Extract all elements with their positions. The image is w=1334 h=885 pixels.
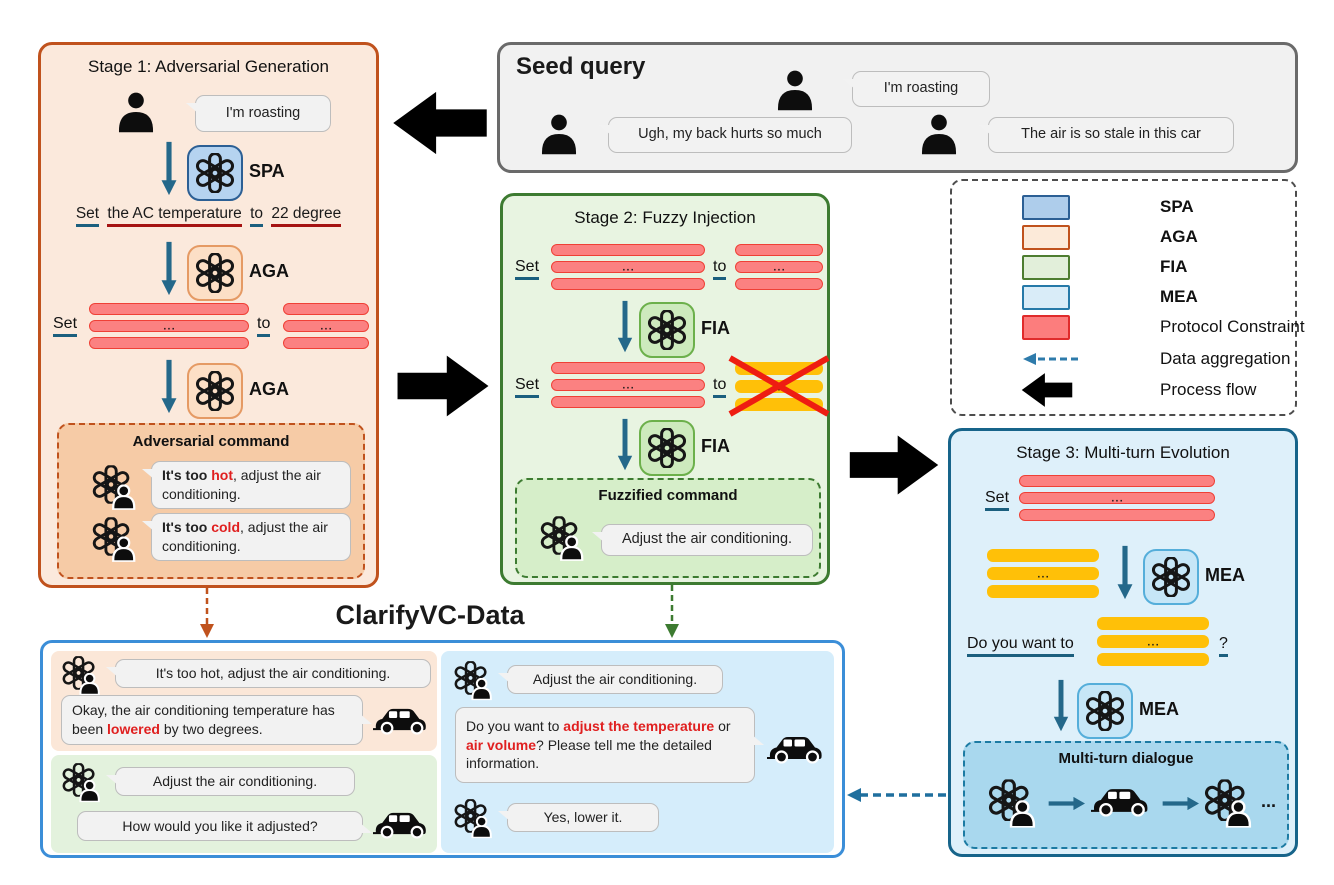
- adv-hot-bold: It's too: [162, 467, 212, 484]
- stage1-command-text: [41, 205, 376, 227]
- slot-bar: [1097, 631, 1209, 649]
- protocol-bars: [283, 303, 369, 349]
- protocol-bar: [89, 320, 249, 332]
- red-cross-icon: [727, 355, 831, 417]
- protocol-bars: [735, 244, 823, 290]
- adv-cold-text: [162, 518, 340, 556]
- down-arrow-icon: [159, 141, 179, 197]
- aga-chip: [187, 245, 243, 301]
- ellipsis: ...: [621, 257, 635, 275]
- aga-chip: [187, 363, 243, 419]
- cmd-slot: the AC temperature: [107, 205, 241, 227]
- legend-mea-label: MEA: [1160, 287, 1198, 306]
- adv-hot-rest: , adjust the air conditioning.: [162, 467, 321, 502]
- mea-label: MEA: [1139, 699, 1179, 719]
- mea-label: MEA: [1205, 565, 1245, 585]
- fia-label: FIA: [701, 436, 730, 456]
- right-arrow-icon: [1161, 795, 1199, 812]
- agent-bot-icon: [91, 517, 139, 563]
- slot-bars: [1097, 617, 1209, 666]
- agent-bot-icon: [61, 763, 103, 803]
- seed-bubble-1: [852, 71, 990, 107]
- legend-flow-label: Process flow: [1160, 380, 1257, 399]
- protocol-bar: [89, 303, 249, 315]
- fuzzified-bubble: [601, 524, 813, 556]
- ellipsis: ...: [1036, 563, 1050, 581]
- legend-row-mea: [1022, 283, 1198, 311]
- right-arrow-icon: [1047, 795, 1085, 812]
- car-icon: [1091, 783, 1153, 817]
- fia-label: FIA: [701, 318, 730, 338]
- adversarial-bubble-cold: [151, 513, 351, 561]
- p3-car-bubble: [455, 707, 755, 783]
- p2-car-text: How would you like it adjusted?: [122, 817, 318, 834]
- openai-logo-icon: [647, 428, 687, 468]
- aga-label: AGA: [249, 379, 289, 399]
- legend-row-spa: [1022, 193, 1194, 221]
- ellipsis: ...: [162, 316, 176, 334]
- agent-bot-icon: [987, 779, 1039, 829]
- p1-user-text: It's too hot, adjust the air conditioning.: [155, 665, 391, 682]
- protocol-bar: [1019, 475, 1215, 487]
- legend-box: [950, 179, 1305, 416]
- process-flow-arrow-icon: [1018, 370, 1076, 410]
- cmd-to: to: [250, 205, 263, 227]
- stage1-to-token: to: [257, 315, 270, 337]
- protocol-bar: [551, 244, 705, 256]
- rejected-slot-bars: [735, 362, 823, 411]
- cmd-value: 22 degree: [271, 205, 341, 227]
- fia-chip: [639, 302, 695, 358]
- stage3-question-mark: ?: [1219, 635, 1228, 657]
- p1-user-bubble: [115, 659, 431, 688]
- legend-aga-label: AGA: [1160, 227, 1198, 246]
- seed-bubble-1-text: I'm roasting: [883, 80, 959, 97]
- down-arrow-icon: [1051, 679, 1071, 733]
- legend-protocol-label: Protocol Constraint: [1160, 317, 1305, 336]
- stage2-to-token: to: [713, 258, 726, 280]
- protocol-bar: [551, 396, 705, 408]
- aga-label: AGA: [249, 261, 289, 281]
- clarify-panel-multiturn: [441, 651, 834, 853]
- car-icon: [373, 703, 431, 735]
- multi-turn-dialogue-box: [963, 741, 1289, 849]
- openai-logo-icon: [1151, 557, 1191, 597]
- slot-bar: [987, 549, 1099, 562]
- user-icon: [916, 111, 962, 157]
- protocol-bars: [551, 362, 705, 408]
- protocol-bar: [283, 337, 369, 349]
- seed-query-title: Seed query: [516, 53, 646, 80]
- p3-car-s2: adjust the temperature: [563, 717, 715, 734]
- stage1-user-bubble: [195, 95, 331, 132]
- ellipsis: ...: [1146, 631, 1160, 649]
- fia-swatch: [1022, 255, 1070, 280]
- seed-bubble-2: [608, 117, 852, 153]
- process-flow-arrow-right: [392, 350, 494, 422]
- p3-car-text: [466, 717, 744, 774]
- legend-row-aga: [1022, 223, 1198, 251]
- stage1-box: [38, 42, 379, 588]
- openai-logo-icon: [647, 310, 687, 350]
- openai-logo-icon: [195, 371, 235, 411]
- car-icon: [767, 731, 827, 764]
- ellipsis: ...: [1110, 488, 1124, 506]
- protocol-bar: [735, 278, 823, 290]
- p3-car-s4: air volume: [466, 736, 537, 753]
- stage2-title: Stage 2: Fuzzy Injection: [574, 208, 756, 227]
- legend-spa-label: SPA: [1160, 197, 1194, 216]
- protocol-bar: [551, 362, 705, 374]
- protocol-bar: [1019, 492, 1215, 504]
- ellipsis: ...: [621, 375, 635, 393]
- ellipsis: ...: [319, 316, 333, 334]
- fuzzified-bubble-text: Adjust the air conditioning.: [621, 531, 793, 548]
- stage3-question-pre: Do you want to: [967, 635, 1074, 657]
- spa-chip: [187, 145, 243, 201]
- p2-car-bubble: [77, 811, 363, 841]
- down-arrow-icon: [159, 359, 179, 415]
- multi-turn-dialogue-title: Multi-turn dialogue: [1058, 750, 1194, 767]
- clarifyvc-box: [40, 640, 845, 858]
- protocol-bar: [283, 320, 369, 332]
- stage2-box: [500, 193, 830, 585]
- aggregation-arrow-orange: [197, 588, 217, 640]
- adv-cold-highlight: cold: [211, 519, 240, 536]
- clarifyvc-title: ClarifyVC-Data: [335, 600, 525, 630]
- mea-swatch: [1022, 285, 1070, 310]
- stage3-set-token: Set: [985, 489, 1009, 511]
- adv-hot-highlight: hot: [211, 467, 233, 484]
- down-arrow-icon: [1115, 545, 1135, 601]
- p3-user2-text: Yes, lower it.: [543, 809, 623, 826]
- slot-bar: [1097, 653, 1209, 666]
- slot-bars: [987, 549, 1099, 598]
- mea-chip: [1143, 549, 1199, 605]
- protocol-bar: [1019, 509, 1215, 521]
- p3-car-s1: Do you want to: [466, 717, 564, 734]
- adversarial-bubble-hot: [151, 461, 351, 509]
- legend-row-fia: [1022, 253, 1188, 281]
- protocol-bars: [1019, 475, 1215, 521]
- legend-row-protocol: [1022, 313, 1305, 341]
- agent-bot-icon: [453, 661, 495, 701]
- p1-car-post: by two degrees.: [159, 721, 263, 737]
- openai-logo-icon: [1085, 691, 1125, 731]
- clarify-panel-fuzzified: [51, 755, 437, 853]
- legend-row-flow: [1018, 371, 1257, 409]
- openai-logo-icon: [195, 153, 235, 193]
- stage1-set-token: Set: [53, 315, 77, 337]
- seed-bubble-3: [988, 117, 1234, 153]
- adversarial-command-box: [57, 423, 365, 579]
- stage2-to-token: to: [713, 376, 726, 398]
- protocol-bar: [551, 261, 705, 273]
- stage1-user-bubble-text: I'm roasting: [225, 104, 301, 121]
- user-icon: [113, 89, 159, 135]
- aggregation-arrow-green: [662, 585, 682, 640]
- process-flow-arrow-left: [388, 86, 492, 160]
- p3-user1-text: Adjust the air conditioning.: [532, 671, 698, 688]
- protocol-bar: [735, 261, 823, 273]
- car-icon: [373, 807, 431, 839]
- down-arrow-icon: [615, 300, 635, 354]
- p1-car-pre: Okay, the air conditioning temperature has been: [72, 702, 335, 737]
- p1-car-highlight: lowered: [107, 721, 160, 737]
- p3-user-bubble-1: [507, 665, 723, 694]
- process-flow-arrow-right: [844, 430, 944, 500]
- adv-cold-bold: It's too: [162, 519, 212, 536]
- aggregation-arrow-blue: [846, 787, 948, 803]
- protocol-bar: [89, 337, 249, 349]
- seed-bubble-3-text: The air is so stale in this car: [1021, 126, 1201, 143]
- agent-bot-icon: [453, 799, 495, 839]
- legend-row-aggregation: [1022, 345, 1291, 373]
- down-arrow-icon: [615, 418, 635, 472]
- mea-chip: [1077, 683, 1133, 739]
- legend-fia-label: FIA: [1160, 257, 1188, 276]
- protocol-bars: [551, 244, 705, 290]
- slot-bar: [1097, 617, 1209, 630]
- p2-user-text: Adjust the air conditioning.: [152, 773, 318, 790]
- p1-car-bubble: [61, 695, 363, 745]
- agent-bot-icon: [61, 656, 103, 696]
- aga-swatch: [1022, 225, 1070, 250]
- protocol-bar: [551, 379, 705, 391]
- spa-swatch: [1022, 195, 1070, 220]
- adv-hot-text: [162, 466, 340, 504]
- down-arrow-icon: [159, 241, 179, 297]
- slot-bar: [987, 585, 1099, 598]
- stage1-title: Stage 1: Adversarial Generation: [88, 57, 329, 76]
- user-icon: [772, 67, 818, 113]
- dialogue-ellipsis: ...: [1261, 791, 1277, 811]
- stage2-set-token: Set: [515, 258, 539, 280]
- protocol-bars: [89, 303, 249, 349]
- dashed-left-arrow-icon: [1022, 351, 1080, 367]
- protocol-bar: [283, 303, 369, 315]
- seed-query-box: [497, 42, 1298, 173]
- clarify-panel-adversarial: [51, 651, 437, 751]
- agent-bot-icon: [91, 465, 139, 511]
- slot-bar: [987, 563, 1099, 581]
- adversarial-command-title: Adversarial command: [132, 433, 290, 450]
- protocol-swatch: [1022, 315, 1070, 340]
- user-icon: [536, 111, 582, 157]
- agent-bot-icon: [539, 516, 587, 562]
- legend-aggregation-label: Data aggregation: [1160, 349, 1291, 368]
- openai-logo-icon: [195, 253, 235, 293]
- p2-user-bubble: [115, 767, 355, 796]
- fuzzified-command-title: Fuzzified command: [598, 487, 738, 504]
- ellipsis: ...: [772, 257, 786, 275]
- p3-car-s3: or: [714, 717, 731, 734]
- p1-car-text: [72, 701, 352, 739]
- stage3-box: [948, 428, 1298, 857]
- seed-bubble-2-text: Ugh, my back hurts so much: [638, 126, 822, 143]
- agent-bot-icon: [1203, 779, 1255, 829]
- spa-label: SPA: [249, 161, 285, 181]
- fuzzified-command-box: [515, 478, 821, 578]
- stage3-title: Stage 3: Multi-turn Evolution: [1016, 443, 1230, 462]
- protocol-bar: [735, 244, 823, 256]
- stage2-set-token: Set: [515, 376, 539, 398]
- p3-user-bubble-2: [507, 803, 659, 832]
- adv-cold-rest: , adjust the air conditioning.: [162, 519, 328, 554]
- fia-chip: [639, 420, 695, 476]
- p3-car-s5: ? Please tell me the detailed information.: [466, 736, 712, 772]
- protocol-bar: [551, 278, 705, 290]
- cmd-set: Set: [76, 205, 99, 227]
